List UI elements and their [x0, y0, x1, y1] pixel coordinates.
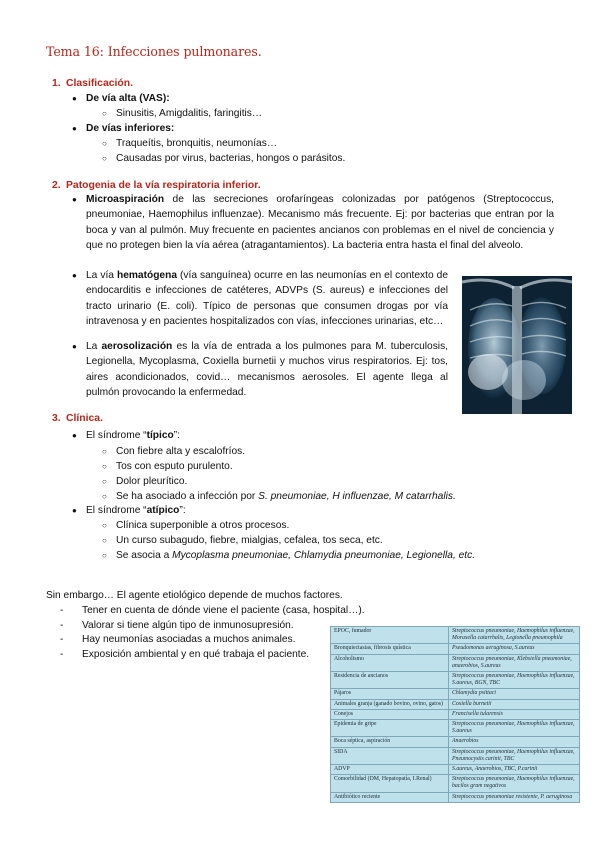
- bullet-icon: ●: [72, 342, 77, 351]
- list-item-label: De vías inferiores:: [86, 123, 175, 134]
- table-cell-agents: Streptococcus pneumoniae, Haemophilus influenzae, Pneumocystis carinii, TBC: [449, 747, 580, 764]
- dash-list-item-text: Hay neumonías asociadas a muchos animales.: [82, 634, 296, 645]
- sub-list-item-text: Sinusitis, Amigdalitis, faringitis…: [116, 108, 263, 119]
- circle-bullet-icon: ○: [102, 492, 107, 501]
- sub-list-item-text: Clínica superponible a otros procesos.: [116, 520, 290, 531]
- term-microaspiracion: Microaspiración: [86, 194, 165, 205]
- table-row: [331, 737, 580, 747]
- sub-list-item: [102, 518, 289, 533]
- list-item-label: De vía alta (VAS):: [86, 93, 170, 104]
- sub-list-item-text: Con fiebre alta y escalofríos.: [116, 446, 246, 457]
- circle-bullet-icon: ○: [102, 139, 107, 148]
- table-cell-agents: Francisella tularensis: [449, 709, 580, 719]
- table-cell-agents: Pseudomonas aeruginosa, S.aureus: [449, 644, 580, 654]
- paragraph-text: de las secreciones orofaríngeas colonizadas por patógenos (Streptococcus, pneumoniae, Haemophilus influenzae). Mecanismo más frecuente. Ej: por bacterias que entran por la boca y van al pulmón. Muy frecuente en pacientes ancianos con problemas en el nivel de conciencia y que no protegen bien la vía aérea (atragantamientos). La bacteria entra hasta el final del alveolo.: [86, 194, 554, 252]
- paragraph-hematogena: [72, 268, 448, 330]
- table-row: [331, 672, 580, 689]
- table-cell-factor: Residencia de ancianos: [331, 672, 449, 689]
- table-cell-factor: Bronquiectasias, fibrosis quística: [331, 644, 449, 654]
- sub-list-item: [102, 459, 233, 474]
- table-cell-agents: Anaerobios: [449, 737, 580, 747]
- table-row: [331, 720, 580, 737]
- bullet-icon: ●: [72, 271, 77, 280]
- sub-list-item-text: Causadas por virus, bacterias, hongos o parásitos.: [116, 153, 346, 164]
- bullet-icon: ●: [72, 195, 77, 204]
- table-row: [331, 689, 580, 699]
- chest-xray-image: [462, 276, 572, 414]
- circle-bullet-icon: ○: [102, 521, 107, 530]
- sub-list-item: [102, 474, 187, 489]
- section-title: Clasificación.: [66, 78, 133, 89]
- table-cell-agents: Streptococcus pneumoniae, Haemophilus influenzae, S.aureus: [449, 720, 580, 737]
- circle-bullet-icon: ○: [102, 447, 107, 456]
- table-cell-factor: Antibiótico reciente: [331, 792, 449, 802]
- dash-bullet: -: [60, 649, 64, 660]
- table-cell-factor: Boca séptica, aspiración: [331, 737, 449, 747]
- sub-list-item: [102, 548, 475, 563]
- dash-bullet: -: [60, 605, 64, 616]
- table-row: [331, 792, 580, 802]
- pathogen-list: S. pneumoniae, H influenzae, M catarrhalis.: [258, 491, 456, 502]
- bullet-icon: ●: [72, 431, 77, 440]
- text-fragment: El síndrome “: [86, 505, 147, 516]
- sub-list-item-text: Se asocia a: [116, 550, 173, 561]
- table-row: [331, 627, 580, 644]
- sub-list-item-text: Traqueítis, bronquitis, neumonías…: [116, 138, 278, 149]
- section-heading-patogenia: [52, 180, 261, 191]
- table-cell-factor: Animales granja (ganado bovino, ovino, gatos): [331, 699, 449, 709]
- dash-bullet: -: [60, 620, 64, 631]
- xray-illustration: [462, 276, 572, 414]
- table-cell-agents: Streptococcus pneumoniae, Haemophilus influenzae, S.aureus, BGN, TBC: [449, 672, 580, 689]
- sub-list-item-text: Tos con esputo purulento.: [116, 461, 233, 472]
- table-cell-factor: Pájaros: [331, 689, 449, 699]
- table-row: [331, 765, 580, 775]
- dash-bullet: -: [60, 634, 64, 645]
- table-cell-factor: Epidemia de gripe: [331, 720, 449, 737]
- section-title: Clínica.: [66, 413, 103, 424]
- section-heading-clasificacion: [52, 78, 133, 89]
- paragraph-lead: La: [86, 341, 102, 352]
- circle-bullet-icon: ○: [102, 477, 107, 486]
- sub-list-item-text: Dolor pleurítico.: [116, 476, 188, 487]
- etiology-table: [330, 626, 580, 803]
- term-tipico: típico: [146, 430, 174, 441]
- section-number: 2.: [52, 180, 61, 191]
- bullet-icon: ●: [72, 506, 77, 515]
- dash-list-item-text: Valorar si tiene algún tipo de inmunosupresión.: [82, 620, 294, 631]
- page-title: Tema 16: Infecciones pulmonares.: [46, 44, 262, 59]
- circle-bullet-icon: ○: [102, 462, 107, 471]
- paragraph-lead: La vía: [86, 270, 117, 281]
- table-cell-factor: Comorbilidad (DM, Hepatopatía, I.Renal): [331, 775, 449, 792]
- sub-list-item-text: Un curso subagudo, fiebre, mialgias, cefalea, tos seca, etc.: [116, 535, 383, 546]
- section-number: 3.: [52, 413, 61, 424]
- circle-bullet-icon: ○: [102, 536, 107, 545]
- bullet-icon: ●: [72, 94, 77, 103]
- bullet-icon: ●: [72, 124, 77, 133]
- dash-list-item-text: Exposición ambiental y en qué trabaja el paciente.: [82, 649, 310, 660]
- table-cell-factor: ADVP: [331, 765, 449, 775]
- sub-list-item: [102, 106, 262, 121]
- text-fragment: El síndrome “: [86, 430, 147, 441]
- sub-list-item: [102, 444, 245, 459]
- sub-list-item: [102, 136, 277, 151]
- section-heading-clinica: [52, 413, 103, 424]
- sub-list-item-text: Se ha asociado a infección por: [116, 491, 259, 502]
- section-number: 1.: [52, 78, 61, 89]
- paragraph-aerosolizacion: [72, 339, 448, 401]
- table-cell-agents: Streptococcus pneumoniae, Klebsiella pneumoniae, anaerobios, S.aureus: [449, 654, 580, 671]
- table-cell-agents: Streptococcus pneumoniae, Haemophilus influenzae, Moraxella catarrhalis, Legionella pneumophila: [449, 627, 580, 644]
- sub-list-item: [102, 151, 345, 166]
- table-row: [331, 747, 580, 764]
- text-fragment: ”:: [173, 430, 180, 441]
- paragraph-text: (vía sanguínea) ocurre en las neumonías en el contexto de endocarditis e infecciones de catéteres, ADVPs (S. aureus) e infecciones del tracto urinario (E. coli). Típico de personas que consumen drogas por vía intravenosa y en pacientes hospitalizados con vías, infecciones urinarias, etc…: [86, 270, 448, 328]
- table-cell-factor: Alcoholismo: [331, 654, 449, 671]
- table-cell-agents: Chlamydia psittaci: [449, 689, 580, 699]
- table-row: [331, 654, 580, 671]
- circle-bullet-icon: ○: [102, 154, 107, 163]
- pathogen-list: Mycoplasma pneumoniae, Chlamydia pneumoniae, Legionella, etc.: [172, 550, 476, 561]
- dash-list-item-text: Tener en cuenta de dónde viene el paciente (casa, hospital…).: [82, 605, 365, 616]
- table-cell-agents: Streptococcus pneumoniae resistente, P. aeruginosa: [449, 792, 580, 802]
- text-fragment: ”:: [179, 505, 186, 516]
- sub-list-item: [102, 533, 383, 548]
- table-cell-agents: S.aureus, Anaerobios, TBC, P.carinii: [449, 765, 580, 775]
- table-row: [331, 709, 580, 719]
- table-cell-factor: Conejos: [331, 709, 449, 719]
- table-cell-agents: Streptococcus pneumoniae, Haemophilus influenzae, bacilos gram negativos: [449, 775, 580, 792]
- table-cell-factor: SIDA: [331, 747, 449, 764]
- sub-list-item: [102, 489, 456, 504]
- summary-sentence: Sin embargo… El agente etiológico depende de muchos factores.: [46, 590, 343, 601]
- etiology-table-body: [331, 627, 580, 803]
- list-item-text: [86, 428, 180, 443]
- table-row: [331, 699, 580, 709]
- table-row: [331, 775, 580, 792]
- term-aerosolizacion: aerosolización: [101, 341, 173, 352]
- term-hematogena: hematógena: [116, 270, 177, 281]
- table-cell-agents: Coxiella burnetii: [449, 699, 580, 709]
- table-row: [331, 644, 580, 654]
- section-title: Patogenia de la vía respiratoria inferior.: [66, 180, 261, 191]
- paragraph-text: es la vía de entrada a los pulmones para M. tuberculosis, Legionella, Mycoplasma, Coxiella burnetii y muchos virus respiratorios. Ej: tos, aires acondicionados, covid… mecanismos aerosoles. El agente llega al pulmón provocando la enfermedad.: [86, 341, 448, 399]
- circle-bullet-icon: ○: [102, 551, 107, 560]
- term-atipico: atípico: [146, 505, 180, 516]
- paragraph-microaspiracion: [72, 192, 554, 254]
- circle-bullet-icon: ○: [102, 109, 107, 118]
- list-item-text: [86, 503, 186, 518]
- table-cell-factor: EPOC, fumador: [331, 627, 449, 644]
